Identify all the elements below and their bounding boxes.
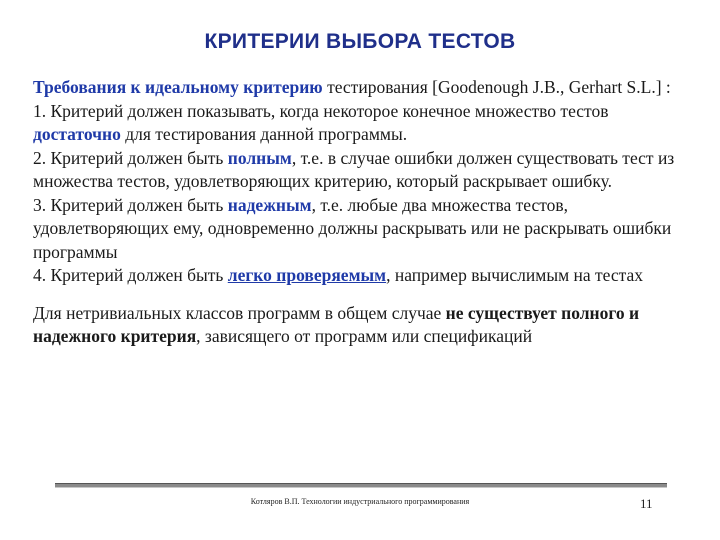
conclusion-prefix: Для нетривиальных классов программ в общем случае xyxy=(33,302,446,323)
item-prefix: 1. Критерий должен показывать, когда некоторое конечное множество тестов xyxy=(33,100,609,121)
footer-divider xyxy=(55,483,667,488)
footer-text: Котляров В.П. Технологии индустриального программирования xyxy=(250,497,470,506)
item-keyword: достаточно xyxy=(33,124,121,144)
conclusion-paragraph xyxy=(33,302,693,349)
slide-title: КРИТЕРИИ ВЫБОРА ТЕСТОВ xyxy=(204,30,516,53)
item-suffix: для тестирования данной программы. xyxy=(120,124,408,144)
item-keyword: полным xyxy=(227,147,292,168)
list-item xyxy=(33,264,693,288)
intro-highlight: Требования к идеальному критерию xyxy=(33,77,323,97)
conclusion-suffix: , зависящего от программ или спецификаций xyxy=(196,326,533,346)
intro-paragraph xyxy=(33,76,693,100)
item-suffix: , т.е. в случае ошибки должен существовать тест из множества тестов, удовлетворяющих критерию, который раскрывает ошибку. xyxy=(33,147,675,191)
conclusion-bold: не существует полного и надежного критерия xyxy=(33,302,640,346)
item-keyword: надежным xyxy=(227,194,312,215)
item-prefix: 3. Критерий должен быть xyxy=(33,194,228,215)
slide-body xyxy=(33,76,693,349)
list-item xyxy=(33,100,693,147)
item-suffix: , т.е. любые два множества тестов, удовлетворяющих ему, одновременно должны раскрывать или не раскрывать ошибки программы xyxy=(33,194,672,262)
list-item xyxy=(33,147,693,194)
list-item xyxy=(33,194,693,265)
intro-rest: тестирования [Goodenough J.B., Gerhart S.L.] : xyxy=(322,77,671,97)
item-prefix: 4. Критерий должен быть xyxy=(33,265,228,285)
item-suffix: , например вычислимым на тестах xyxy=(386,265,644,285)
item-prefix: 2. Критерий должен быть xyxy=(33,147,228,168)
item-keyword: легко проверяемым xyxy=(227,265,387,285)
page-number: 11 xyxy=(640,496,653,511)
